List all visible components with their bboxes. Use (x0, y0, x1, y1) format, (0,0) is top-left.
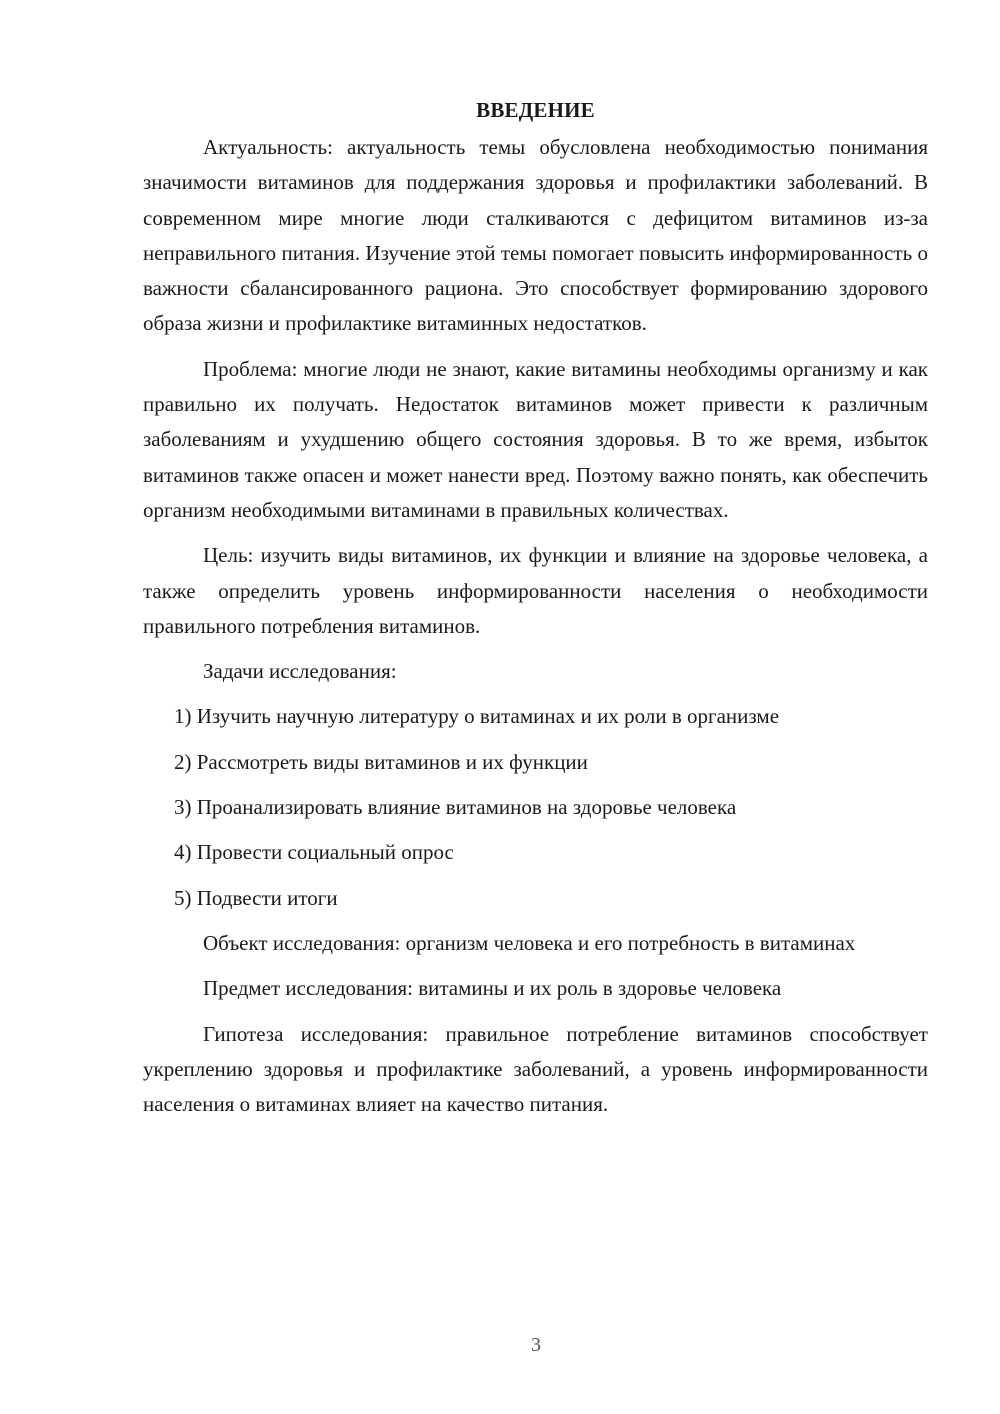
page-number: 3 (531, 1334, 541, 1356)
relevance-paragraph: Актуальность: актуальность темы обусловлена необходимостью понимания значимости витаминов для поддержания здоровья и профилактики заболеваний. В современном мире многие люди сталкиваются с дефицитом витаминов из-за неправильного питания. Изучение этой темы помогает повысить информированность о важности сбалансированного рациона. Это способствует формированию здорового образа жизни и профилактике витаминных недостатков. (143, 135, 928, 336)
document-page (143, 92, 928, 1122)
task-item: 2) Рассмотреть виды витаминов и их функции (174, 749, 588, 774)
task-item: 3) Проанализировать влияние витаминов на здоровье человека (174, 795, 737, 820)
task-item: 5) Подвести итоги (174, 885, 338, 910)
task-item: 1) Изучить научную литературу о витаминах и их роли в организме (174, 704, 780, 729)
subject-paragraph: Предмет исследования: витамины и их роль в здоровье человека (203, 976, 782, 1001)
task-item: 4) Провести социальный опрос (174, 840, 454, 865)
page-title: ВВЕДЕНИЕ (476, 98, 595, 122)
problem-paragraph: Проблема: многие люди не знают, какие витамины необходимы организму и как правильно их получать. Недостаток витаминов может привести к различным заболеваниям и ухудшению общего состояния здоровья. В то же время, избыток витаминов также опасен и может нанести вред. Поэтому важно понять, как обеспечить организм необходимыми витаминами в правильных количествах. (143, 356, 928, 522)
tasks-heading: Задачи исследования: (203, 659, 397, 684)
object-paragraph: Объект исследования: организм человека и его потребность в витаминах (203, 930, 856, 955)
tasks-list (143, 699, 928, 915)
goal-paragraph: Цель: изучить виды витаминов, их функции и влияние на здоровье человека, а также определить уровень информированности населения о необходимости правильного потребления витаминов. (143, 543, 928, 638)
hypothesis-paragraph: Гипотеза исследования: правильное потребление витаминов способствует укреплению здоровья и профилактике заболеваний, а уровень информированности населения о витаминах влияет на качество питания. (143, 1021, 928, 1117)
